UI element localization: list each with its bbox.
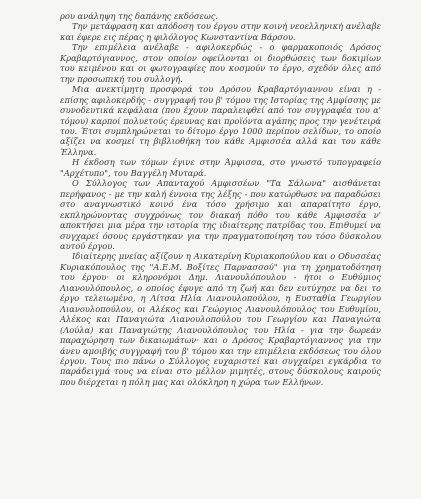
paragraph-2: Την μετάφραση και απόδοση του έργου στην κοινή νεοελληνική ανέλαβε και έφερε εις πέρας η φιλόλογος Κωνσταντίνα Βάρσου.	[60, 21, 381, 42]
paragraph-3: Την επιμέλεια ανέλαβε - αφιλοκερδώς - ο φαρμακοποιός Δρόσος Κραβαρτόγιαννος, στον οποίον οφείλονται οι διορθώσεις των δοκιμίων του κειμένου και οι φωτογραφίες που κοσμούν το έργο, σχεδόν όλες από την προσωπική του συλλογή.	[60, 42, 381, 84]
paragraph-4: Μια ανεκτίμητη προσφορά του Δρόσου Κραβαρτόγιαννου είναι η - επίσης αφιλοκερδής - συγγραφή του β' τόμου της Ιστορίας της Αμφίσσης με συνοδευτικά κεφάλαια (που έχουν παραλειφθεί από τον συγγραφέα του α' τόμου) καρποί πολυετούς έρευνας και προϊόντα αγάπης προς την γενέτειρά του. Έτσι συμπληρώνεται το δίτομο έργο 1000 περίπου σελίδων, το οποίο αξίζει να κοσμεί τη βιβλιοθήκη του κάθε Αμφισσέα αλλά και του κάθε Έλληνα.	[60, 84, 381, 157]
paragraph-1: ρου ανάληψη της δαπάνης εκδόσεως.	[60, 11, 218, 21]
body-text	[60, 11, 381, 387]
paragraph-7: Ιδιαίτερης μνείας αξίζουν η Αικατερίνη Κυριακοπούλου και ο Οδυσσέας Κυριακόπουλος της "Α.Ε.Μ. Βοξίτες Παρνασσού" για τη χρηματοδότηση του έργου· οι κληρονόμοι Δημ. Λιανουλόπουλου - ήτοι ο Ευθύμιος Λιανουλόπουλος, ο οποίος έφυγε από τη ζωή και δεν ευτύχησε να δει το έργο τελειωμένο, η Λίτσα Ηλία Λιανουλοπούλου, η Ευσταθία Γεωργίου Λιανουλοπούλου, οι Αλέκος και Γεώργιος Λιανουλόπουλος του Ευθυμίου, Αλέκος και Παναγιώτα Λιανουλοπούλου του Γεωργίου και Παναγιώτα (Λούλα) και Παναγιώτης Λιανουλόπουλος του Ηλία - για την δωρεάν παραχώρηση των δικαιωμάτων· και ο Δρόσος Κραβαρτόγιαννος για την άνευ αμοιβής συγγραφή του β' τόμου και την επιμέλεια εκδόσεως του όλου έργου. Τους πιο πάνω ο Σύλλογος ευχαριστεί και συγχαίρει εγκάρδια το παράδειγμά τους να είναι στο μέλλον μιμητές, στους δύσκολους καιρούς που διέρχεται η πόλη μας και ολόκληρη η χώρα των Ελλήνων.	[60, 251, 381, 387]
paragraph-6: Ο Σύλλογος των Απανταχού Αμφισσέων "Τα Σάλωνα" αισθάνεται περήφανος - με την καλή έννοια της λέξης - που κατώρθωσε να παραδώσει στο αναγνωστικό κοινό ένα τόσο χρήσιμο και απαραίτητο έργο, εκπληρώνοντας συγχρόνως τον διακαή πόθο του κάθε Αμφισσέα ν' αποκτήσει μια μέρα την ιστορία της ιδιαίτερης πατρίδας του. Επιθυμεί να συγχαρεί όσους εργάστηκαν για την πραγματοποίηση του τόσο δύσκολου αυτού έργου.	[60, 178, 381, 251]
paragraph-5: Η έκδοση των τόμων έγινε στην Άμφισσα, στο γνωστό τυπογραφείο "Αρχέτυπο", του Βαγγέλη Μυταρά.	[60, 157, 381, 178]
